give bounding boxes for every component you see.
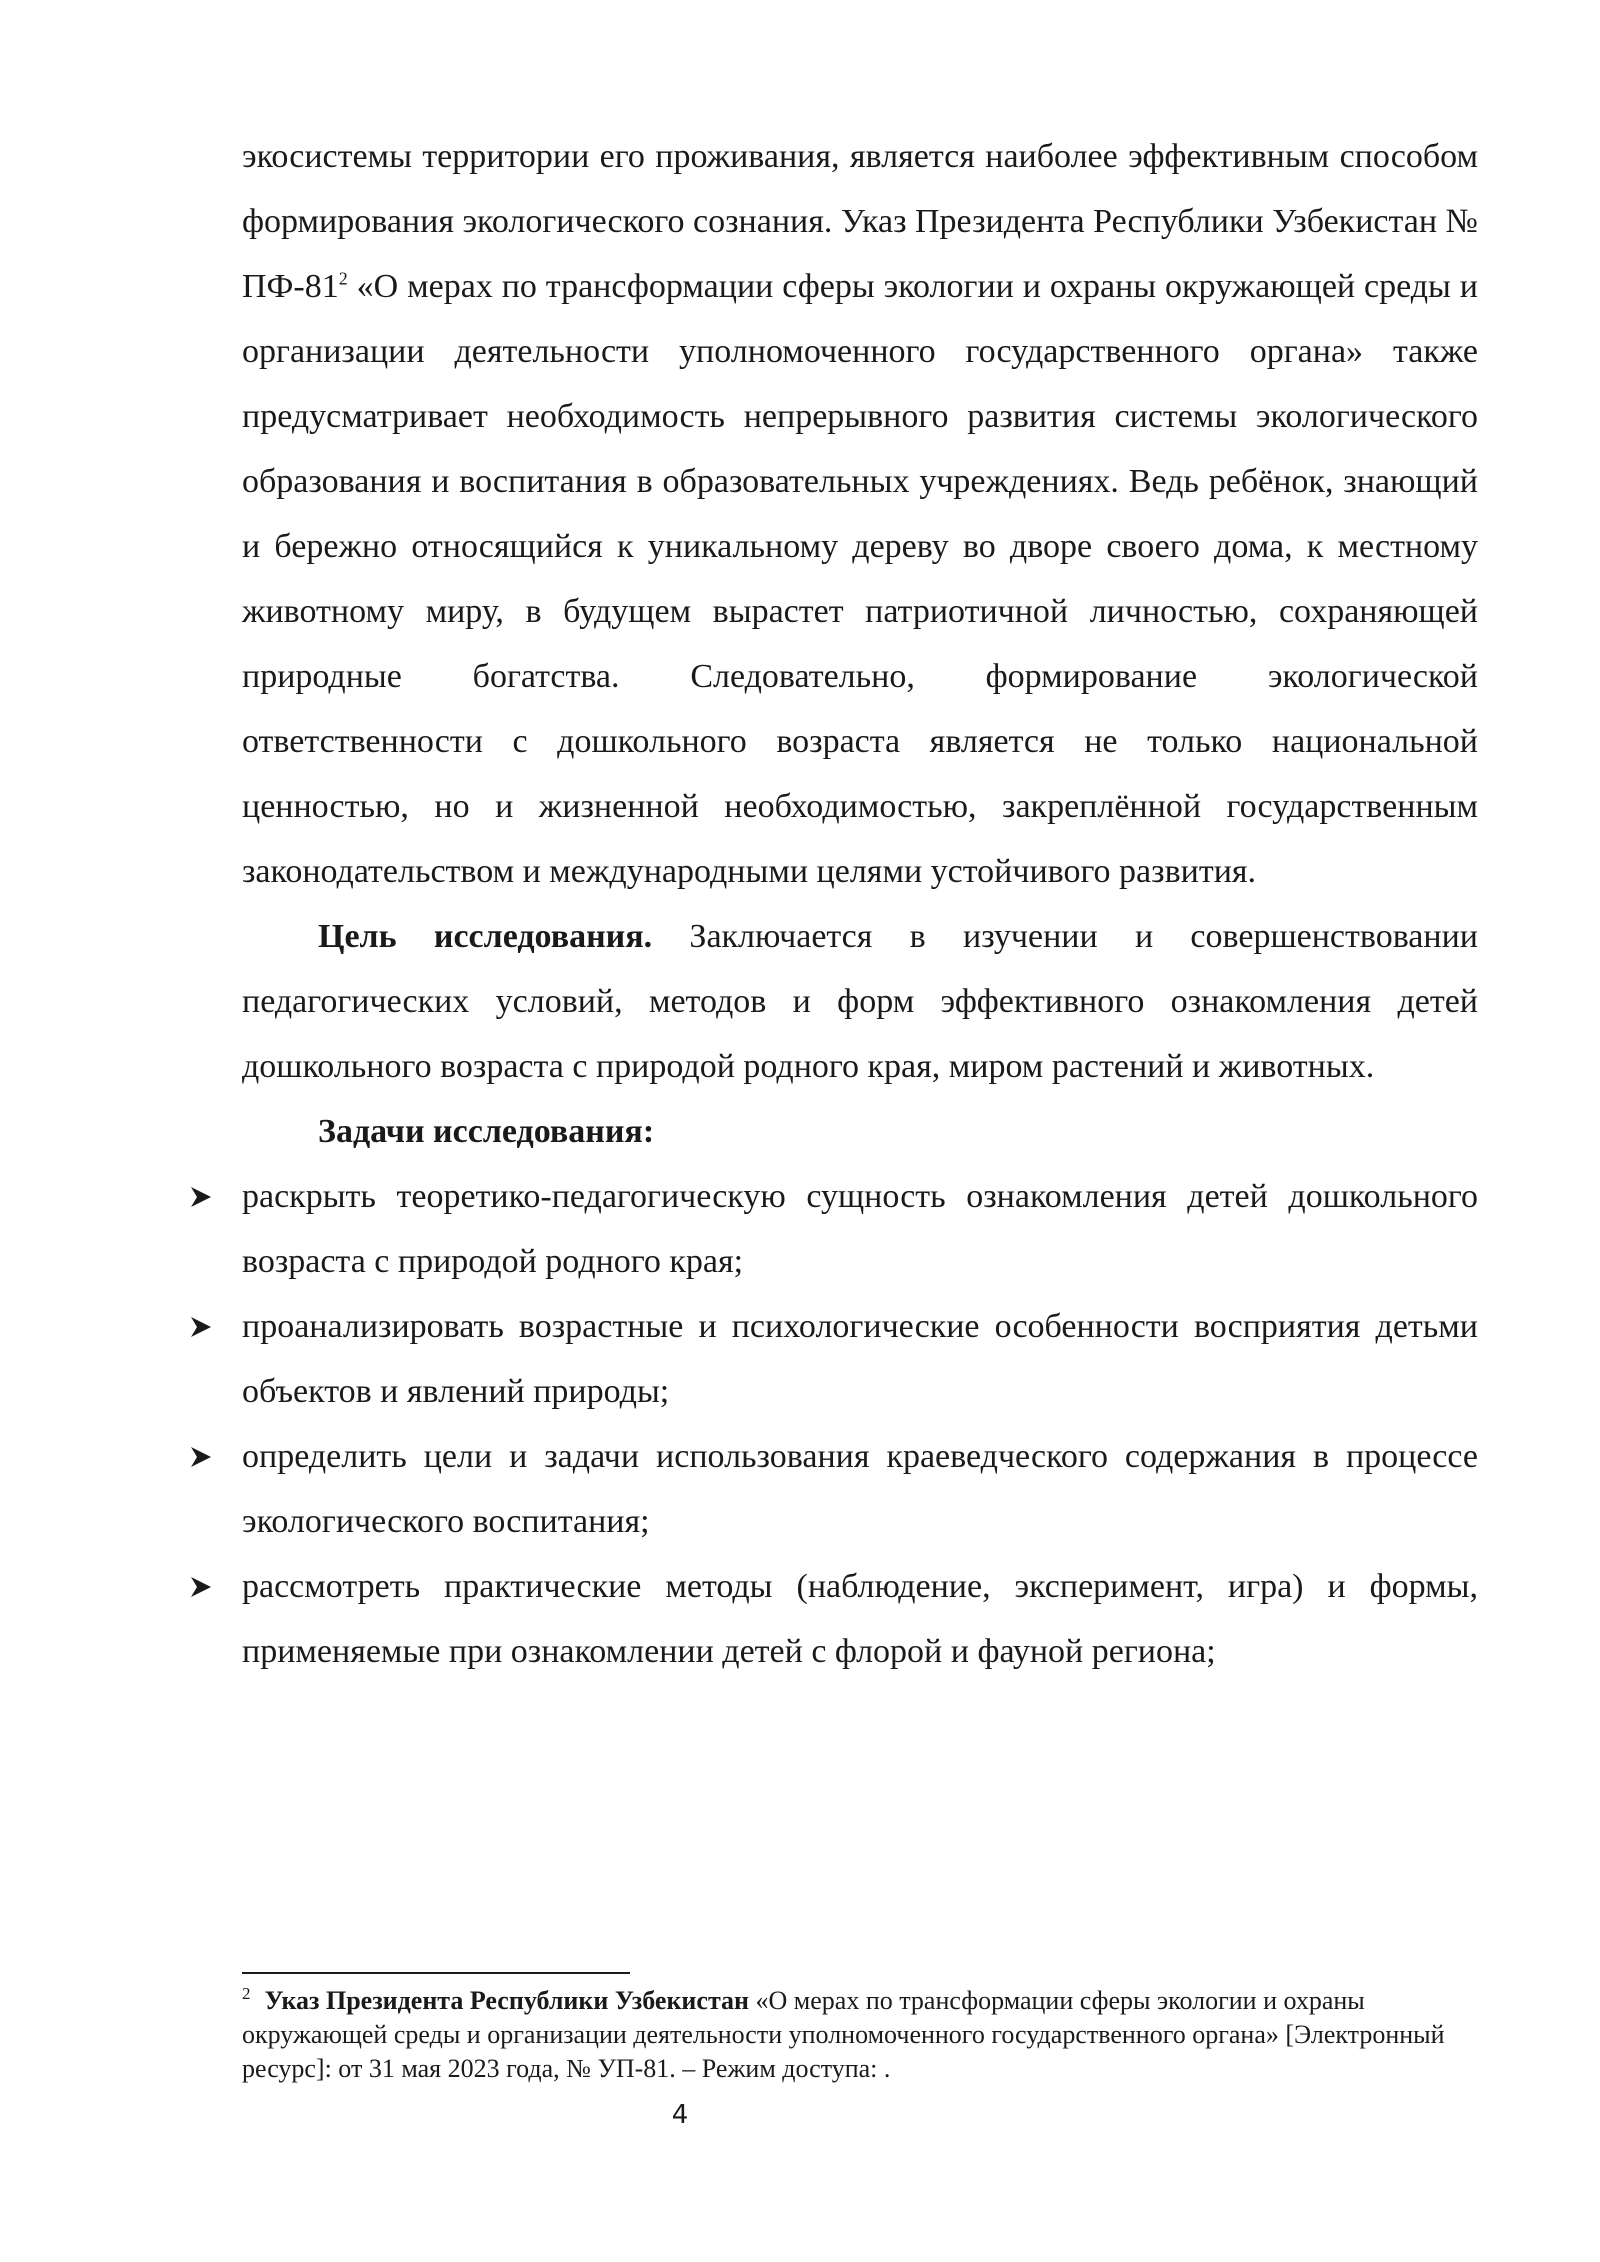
list-item (242, 1164, 1478, 1294)
page-number: 4 (671, 2100, 689, 2130)
list-item (242, 1554, 1478, 1684)
arrow-bullet-icon (186, 1424, 216, 1489)
paragraph-intro (242, 124, 1478, 904)
list-item (242, 1294, 1478, 1424)
paragraph-text: «О мерах по трансформации сферы экологии и охраны окружающей среды и организации деятельности уполномоченного государственного органа» также предусматривает необходимость непрерывного развития системы экологического образования и воспитания в образовательных учреждениях. Ведь ребёнок, знающий и бережно относящийся к уникальному дереву во дворе своего дома, к местному животному миру, в будущем вырастет патриотичной личностью, сохраняющей природные богатства. Следовательно, формирование экологической ответственности с дошкольного возраста является не только национальной ценностью, но и жизненной необходимостью, закреплённой государственным законодательством и международными целями устойчивого развития. (242, 268, 1478, 890)
footnote (242, 1984, 1478, 2086)
paragraph-text: экосистемы территории его проживания, является наиболее эффективным способом формирования экологического сознания. Указ Президента Республики Узбекистан № ПФ-81 (242, 138, 1478, 305)
goal-text: Заключается в изучении и совершенствовании педагогических условий, методов и форм эффективного ознакомления детей дошкольного возраста с природой родного края, миром растений и животных. (242, 918, 1478, 1085)
list-item-text: проанализировать возрастные и психологические особенности восприятия детьми объектов и явлений природы; (242, 1308, 1478, 1410)
footnote-text: «О мерах по трансформации сферы экологии и охраны окружающей среды и организации деятельности уполномоченного государственного органа» [Электронный ресурс]: от 31 мая 2023 года, № УП-81. – Режим доступа: . (242, 1986, 1445, 2083)
tasks-heading-text: Задачи исследования: (318, 1113, 655, 1150)
arrow-bullet-icon (186, 1294, 216, 1359)
list-item-text: рассмотреть практические методы (наблюдение, эксперимент, игра) и формы, применяемые при ознакомлении детей с флорой и фауной региона; (242, 1568, 1478, 1670)
goal-label: Цель исследования. (318, 918, 653, 955)
tasks-list (242, 1164, 1478, 1684)
tasks-heading (242, 1099, 1478, 1164)
footnote-number: 2 (242, 1984, 251, 2004)
footnote-separator (242, 1972, 630, 1974)
list-item (242, 1424, 1478, 1554)
footnote-bold: Указ Президента Республики Узбекистан (264, 1986, 750, 2015)
list-item-text: определить цели и задачи использования краеведческого содержания в процессе экологического воспитания; (242, 1438, 1478, 1540)
paragraph-goal (242, 904, 1478, 1099)
page-body (242, 124, 1478, 1684)
list-item-text: раскрыть теоретико-педагогическую сущность ознакомления детей дошкольного возраста с природой родного края; (242, 1178, 1478, 1280)
footnote-reference[interactable]: 2 (338, 268, 348, 289)
arrow-bullet-icon (186, 1554, 216, 1619)
arrow-bullet-icon (186, 1164, 216, 1229)
